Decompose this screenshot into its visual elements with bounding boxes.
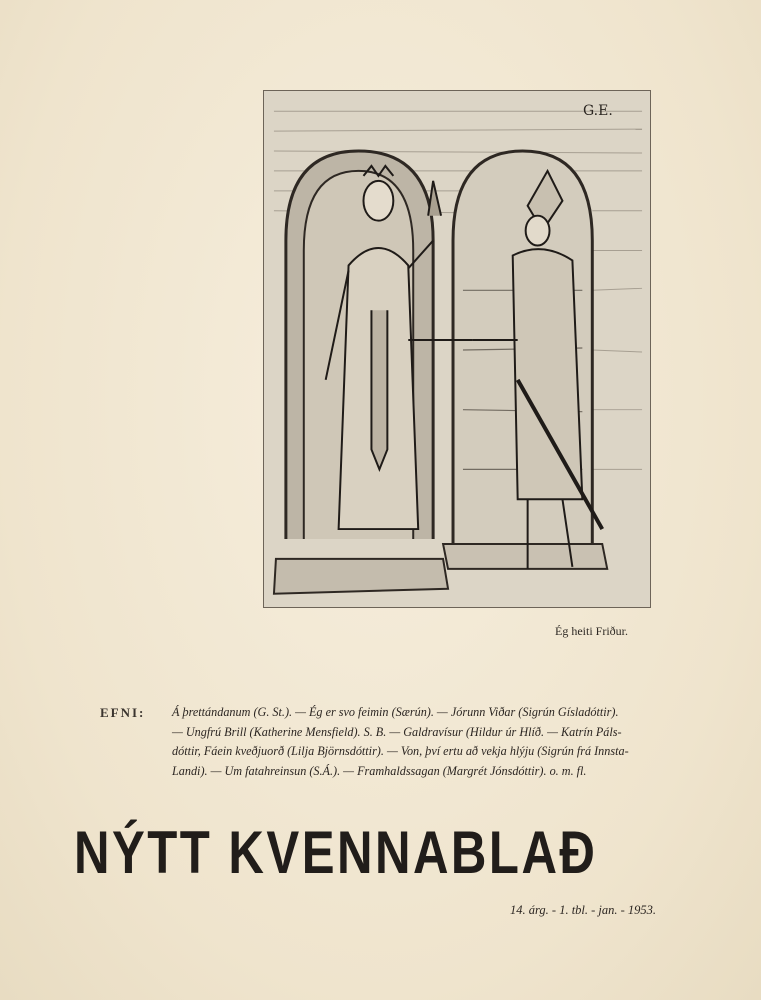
contents-label: EFNI: (100, 705, 146, 720)
artist-signature: G.E. (583, 103, 613, 119)
contents-line: dóttir, Fáein kveðjuorð (Lilja Björnsdóttir). — Von, því ertu að vekja hlýju (Sigrún frá Innsta- (172, 744, 629, 758)
contents-line: — Ungfrú Brill (Katherine Mensfield). S. B. — Galdravísur (Hildur úr Hlíð. — Katrín Páls- (172, 724, 622, 739)
cover-illustration (263, 90, 651, 608)
contents-line: Landi). — Um fatahreinsun (S.Á.). — Framhaldssagan (Margrét Jónsdóttir). o. m. fl. (172, 763, 587, 778)
magazine-title: NÝTT KVENNABLAÐ (74, 819, 598, 886)
issue-info: 14. árg. - 1. tbl. - jan. - 1953. (510, 903, 657, 917)
contents-line: Á þrettándanum (G. St.). — Ég er svo feimin (Særún). — Jórunn Viðar (Sigrún Gísladóttir). (172, 705, 619, 719)
illustration-caption: Ég heiti Friður. (555, 624, 628, 638)
